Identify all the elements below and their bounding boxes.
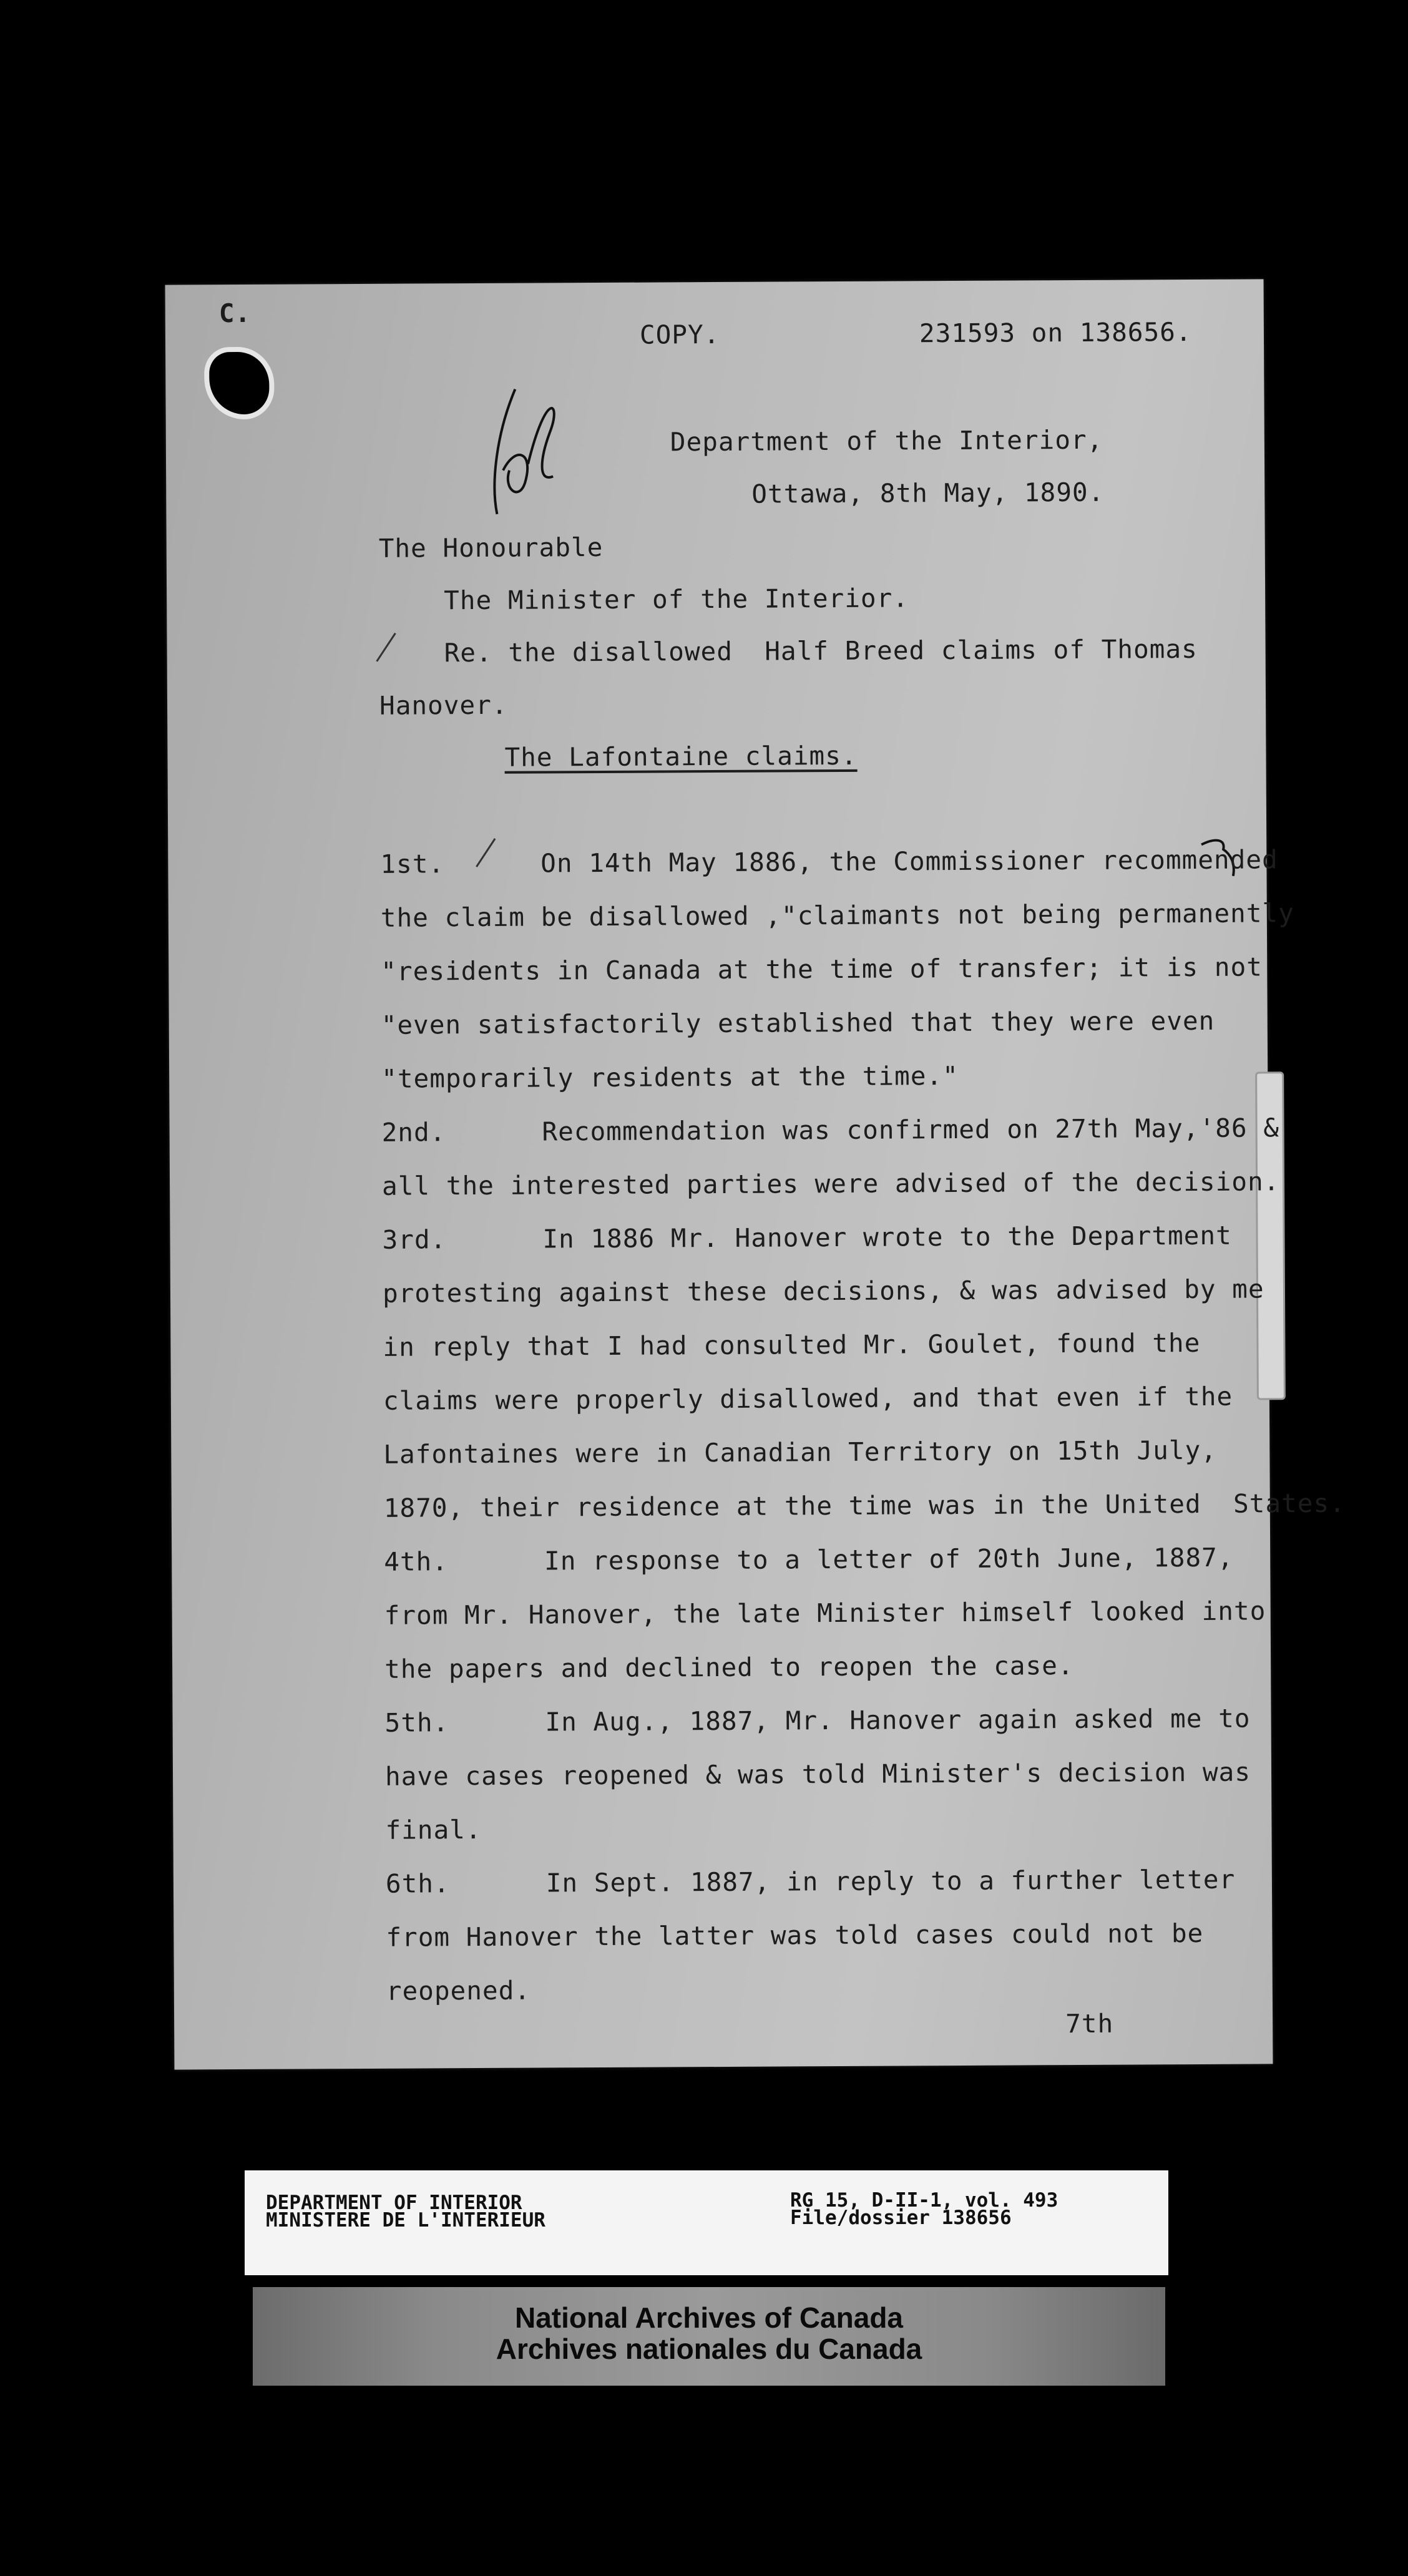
body-line: have cases reopened & was told Minister's decision was [384, 1757, 1251, 1792]
department-line: Department of the Interior, [670, 424, 1103, 457]
body-line: 1870, their residence at the time was in the United States. [383, 1488, 1346, 1523]
body-line: "residents in Canada at the time of transfer; it is not [381, 952, 1263, 987]
body-line: protesting against these decisions, & was advised by me [382, 1274, 1264, 1309]
place-date-line: Ottawa, 8th May, 1890. [751, 477, 1105, 509]
body-line: 5th. In Aug., 1887, Mr. Hanover again asked me to [384, 1703, 1251, 1738]
archives-name-fr: Archives nationales du Canada [496, 2333, 922, 2365]
archives-stamp [253, 2287, 1165, 2386]
file-reference: 231593 on 138656. [919, 317, 1192, 349]
file-number: File/dossier 138656 [790, 2207, 1012, 2229]
record-group: RG 15, D-II-1, vol. 493 [790, 2189, 1058, 2212]
body-line: from Mr. Hanover, the late Minister himself looked into [384, 1596, 1266, 1631]
department-fr: MINISTERE DE L'INTERIEUR [266, 2209, 545, 2232]
check-mark-icon [370, 627, 414, 671]
department-en: DEPARTMENT OF INTERIOR [266, 2192, 522, 2214]
corner-mark: C. [218, 298, 252, 329]
body-line: from Hanover the latter was told cases could not be [386, 1918, 1204, 1953]
section-heading: The Lafontaine claims. [504, 740, 858, 773]
body-line: 1st. On 14th May 1886, the Commissioner recommended [380, 844, 1278, 879]
addressee-line: The Minister of the Interior. [444, 583, 909, 616]
body-line: claims were properly disallowed, and that even if the [383, 1381, 1233, 1416]
archives-name-en: National Archives of Canada [514, 2301, 903, 2334]
body-line: all the interested parties were advised of the decision. [381, 1166, 1280, 1201]
body-line: 4th. In response to a letter of 20th June, 1887, [384, 1542, 1234, 1577]
torn-hole [204, 347, 275, 420]
salutation-line: The Honourable [378, 532, 604, 564]
subject-line: Re. the disallowed Half Breed claims of Thomas [444, 633, 1198, 668]
subject-line-cont: Hanover. [379, 690, 508, 721]
body-line: 6th. In Sept. 1887, in reply to a further letter [385, 1864, 1236, 1899]
body-line: the papers and declined to reopen the case. [384, 1651, 1074, 1684]
handwritten-mark [490, 376, 565, 520]
archive-reference-label [245, 2170, 1168, 2275]
body-line: reopened. [386, 1975, 531, 2006]
body-line: the claim be disallowed ,"claimants not being permanently [380, 898, 1294, 933]
body-line: "even satisfactorily established that they were even [381, 1005, 1215, 1040]
body-line: in reply that I had consulted Mr. Goulet, found the [383, 1327, 1201, 1362]
body-line: Lafontaines were in Canadian Territory on 15th July, [383, 1435, 1218, 1470]
body-line: 3rd. In 1886 Mr. Hanover wrote to the Department [382, 1220, 1232, 1255]
copy-label: COPY. [639, 319, 720, 350]
page-continuation: 7th [1065, 2008, 1114, 2039]
body-line: "temporarily residents at the time." [381, 1060, 959, 1094]
body-line: final. [385, 1815, 482, 1845]
body-line: 2nd. Recommendation was confirmed on 27th May,'86 & [381, 1113, 1280, 1148]
document-page [165, 279, 1346, 2069]
